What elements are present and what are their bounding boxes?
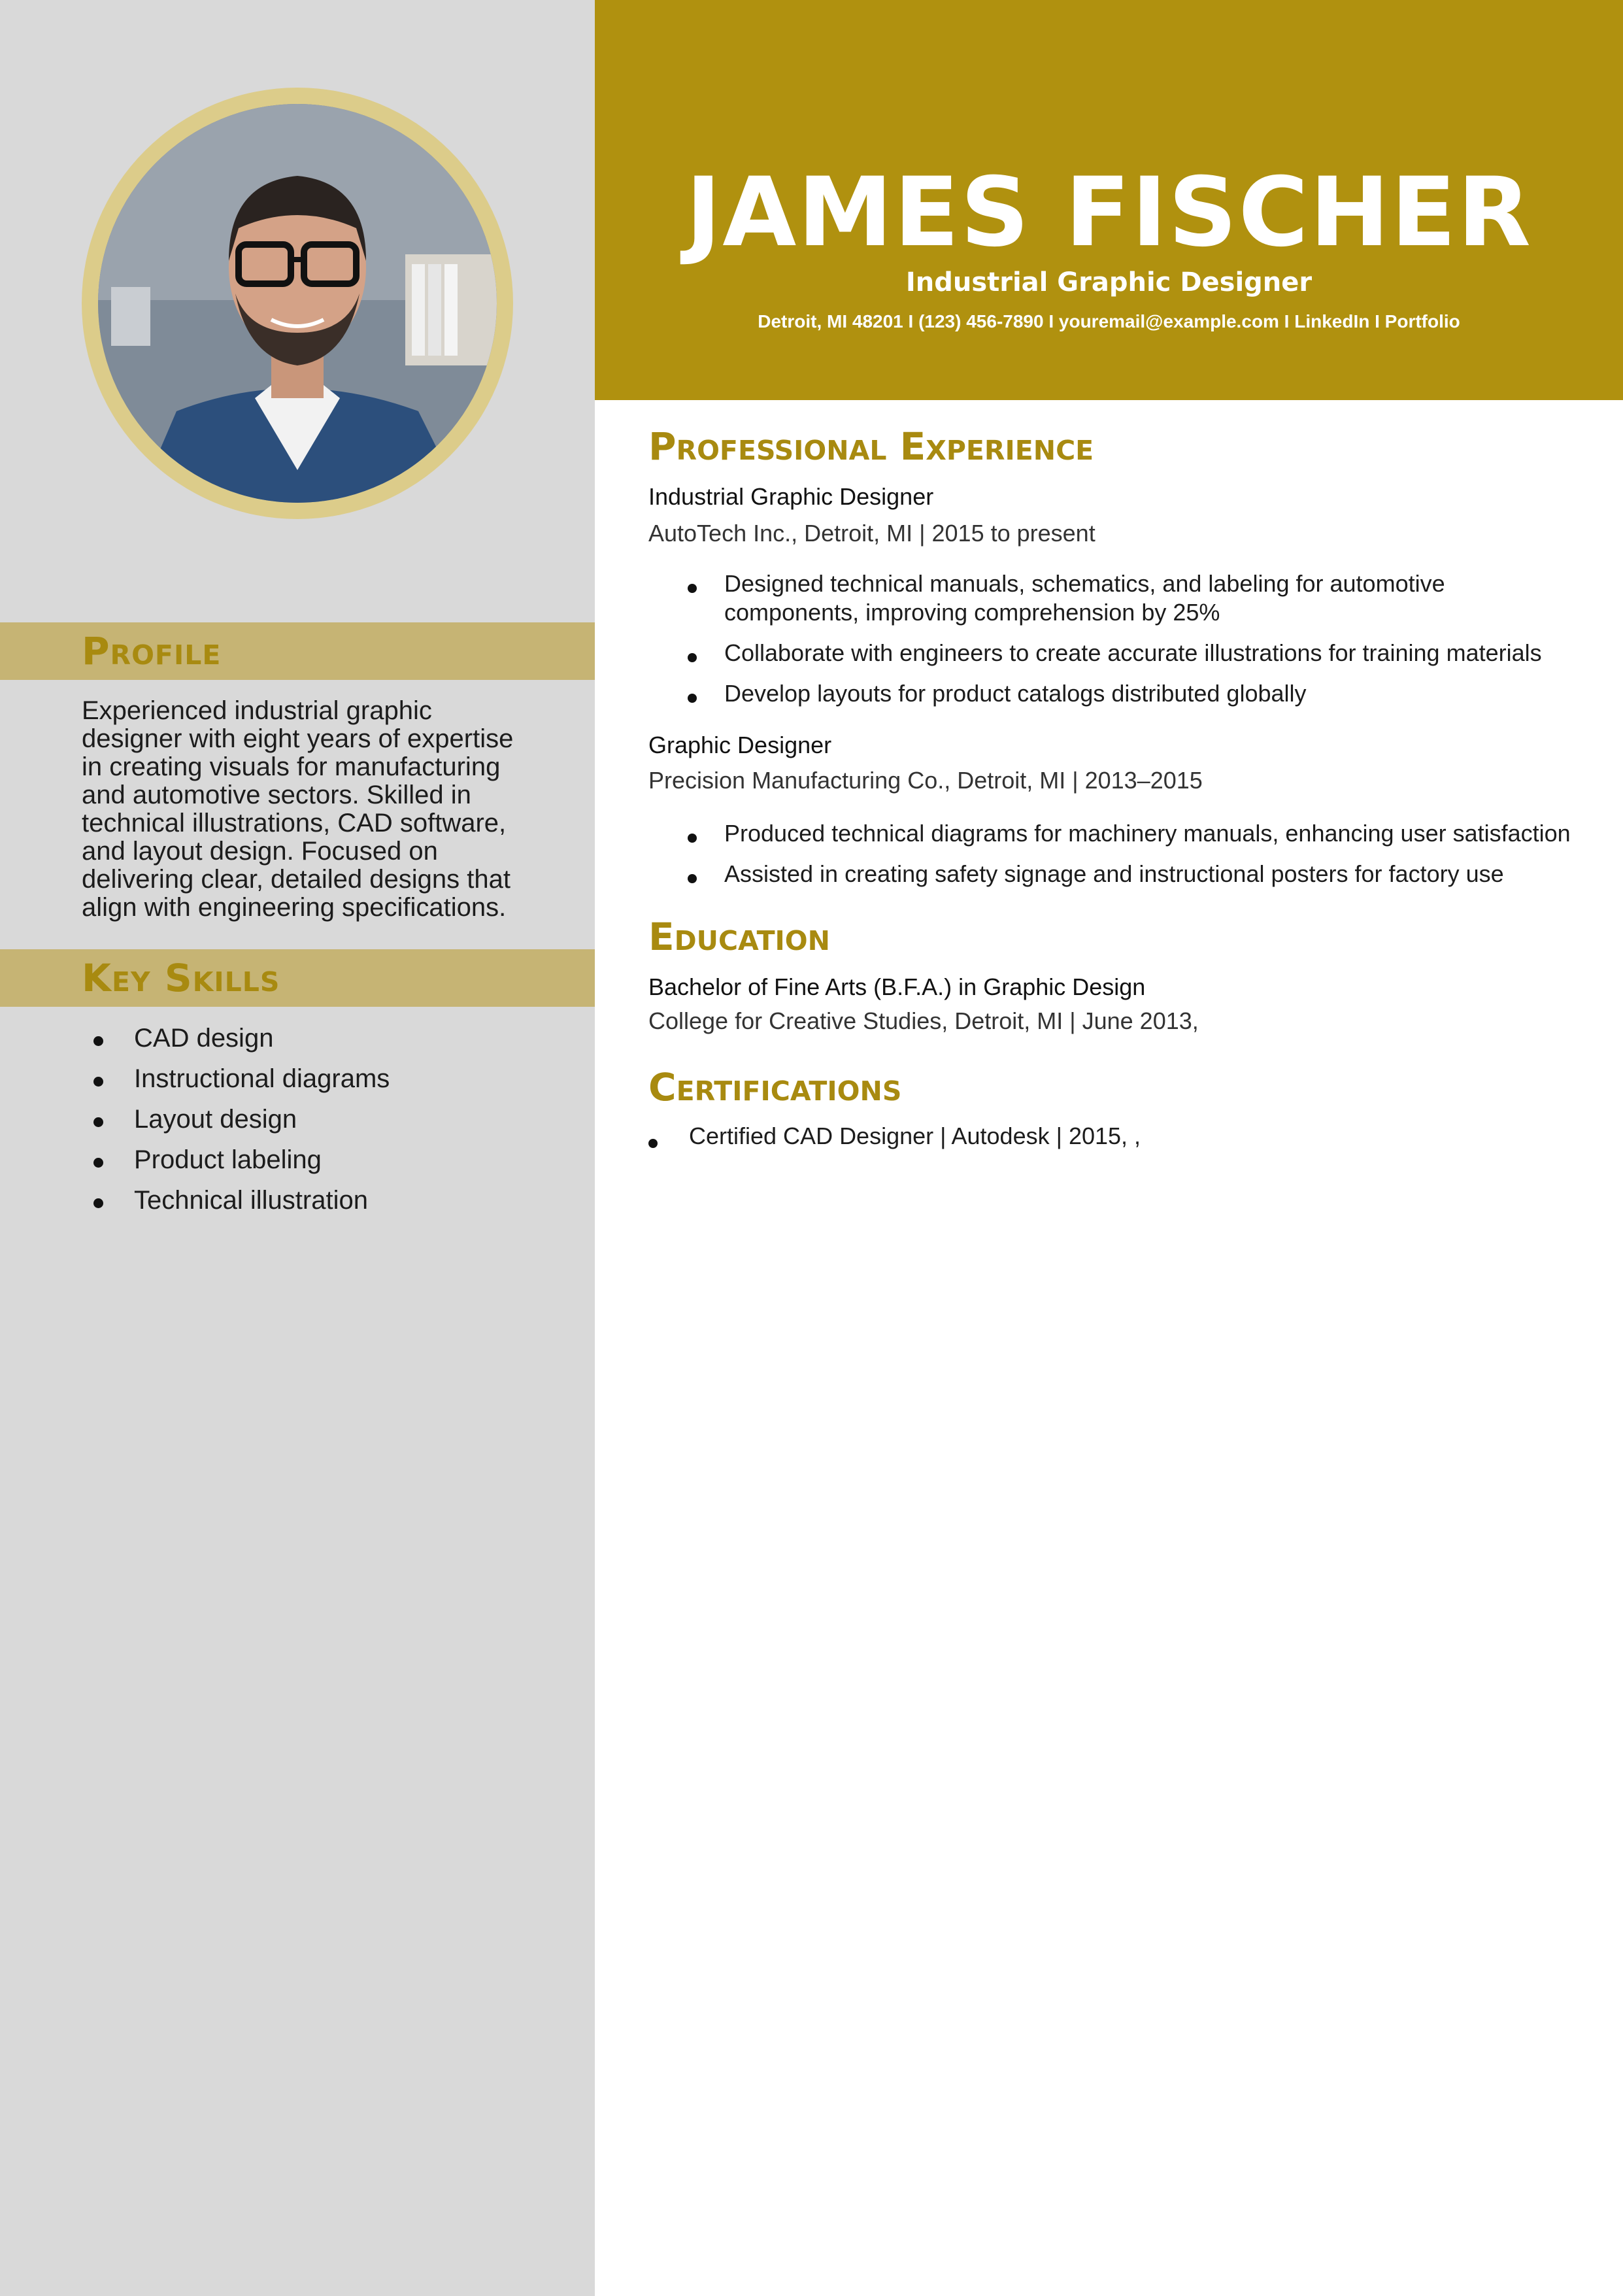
list-item xyxy=(688,679,1577,708)
certifications-heading: Certifications xyxy=(648,1065,902,1109)
bullet-icon xyxy=(688,834,697,843)
list-item xyxy=(688,860,1577,888)
header-banner xyxy=(595,0,1623,400)
bullet-icon xyxy=(93,1198,103,1208)
bullet-icon xyxy=(648,1139,658,1148)
sidebar xyxy=(0,0,595,2296)
skill-label: Instructional diagrams xyxy=(134,1064,390,1093)
certification-text: Certified CAD Designer | Autodesk | 2015, , xyxy=(689,1123,1141,1149)
list-item xyxy=(82,1180,390,1221)
list-item xyxy=(688,639,1577,667)
education-meta: College for Creative Studies, Detroit, MI | June 2013, xyxy=(648,1007,1199,1034)
bullet-text: Collaborate with engineers to create accurate illustrations for training materials xyxy=(724,639,1542,666)
profile-photo xyxy=(98,104,497,503)
education-heading: Education xyxy=(648,915,830,959)
job-title: Industrial Graphic Designer xyxy=(648,483,934,510)
bullet-icon xyxy=(688,584,697,593)
profile-photo-illustration xyxy=(98,104,497,503)
skill-label: CAD design xyxy=(134,1024,274,1053)
job-bullets xyxy=(688,569,1577,720)
certifications-list xyxy=(648,1122,1564,1151)
candidate-name: JAMES FISCHER xyxy=(685,157,1533,268)
bullet-text: Designed technical manuals, schematics, and labeling for automotive components, improving comprehension by 25% xyxy=(724,570,1445,626)
bullet-icon xyxy=(93,1077,103,1087)
skills-list xyxy=(82,1018,390,1221)
profile-summary: Experienced industrial graphic designer with eight years of expertise in creating visuals for manufacturing and automotive sectors. Skilled in technical illustrations, CAD software, and layout design. Focused on delivering clear, detailed designs that align with engineering specifications. xyxy=(82,696,514,922)
job-title: Graphic Designer xyxy=(648,732,832,758)
list-item xyxy=(688,819,1577,848)
bullet-icon xyxy=(93,1117,103,1127)
list-item xyxy=(688,569,1577,627)
list-item xyxy=(82,1099,390,1140)
bullet-text: Assisted in creating safety signage and instructional posters for factory use xyxy=(724,860,1504,887)
bullet-icon xyxy=(688,694,697,703)
list-item xyxy=(82,1140,390,1180)
job-meta: Precision Manufacturing Co., Detroit, MI | 2013–2015 xyxy=(648,767,1203,794)
bullet-icon xyxy=(688,653,697,662)
experience-heading: Professional Experience xyxy=(648,424,1094,469)
skills-heading: Key Skills xyxy=(82,956,280,1000)
bullet-icon xyxy=(688,874,697,883)
job-bullets xyxy=(688,819,1577,900)
bullet-text: Develop layouts for product catalogs distributed globally xyxy=(724,680,1307,707)
skill-label: Technical illustration xyxy=(134,1186,368,1215)
skill-label: Layout design xyxy=(134,1105,297,1134)
contact-line: Detroit, MI 48201 I (123) 456-7890 I youremail@example.com I LinkedIn I Portfolio xyxy=(758,311,1460,331)
photo-ring xyxy=(82,88,513,519)
candidate-role: Industrial Graphic Designer xyxy=(905,267,1313,297)
degree-title: Bachelor of Fine Arts (B.F.A.) in Graphic Design xyxy=(648,973,1146,1000)
skill-label: Product labeling xyxy=(134,1145,322,1174)
list-item xyxy=(82,1058,390,1099)
bullet-icon xyxy=(93,1036,103,1046)
list-item xyxy=(82,1018,390,1058)
profile-heading: Profile xyxy=(82,629,222,673)
job-meta: AutoTech Inc., Detroit, MI | 2015 to present xyxy=(648,520,1096,547)
list-item xyxy=(648,1122,1564,1151)
bullet-icon xyxy=(93,1158,103,1168)
bullet-text: Produced technical diagrams for machinery manuals, enhancing user satisfaction xyxy=(724,820,1571,847)
